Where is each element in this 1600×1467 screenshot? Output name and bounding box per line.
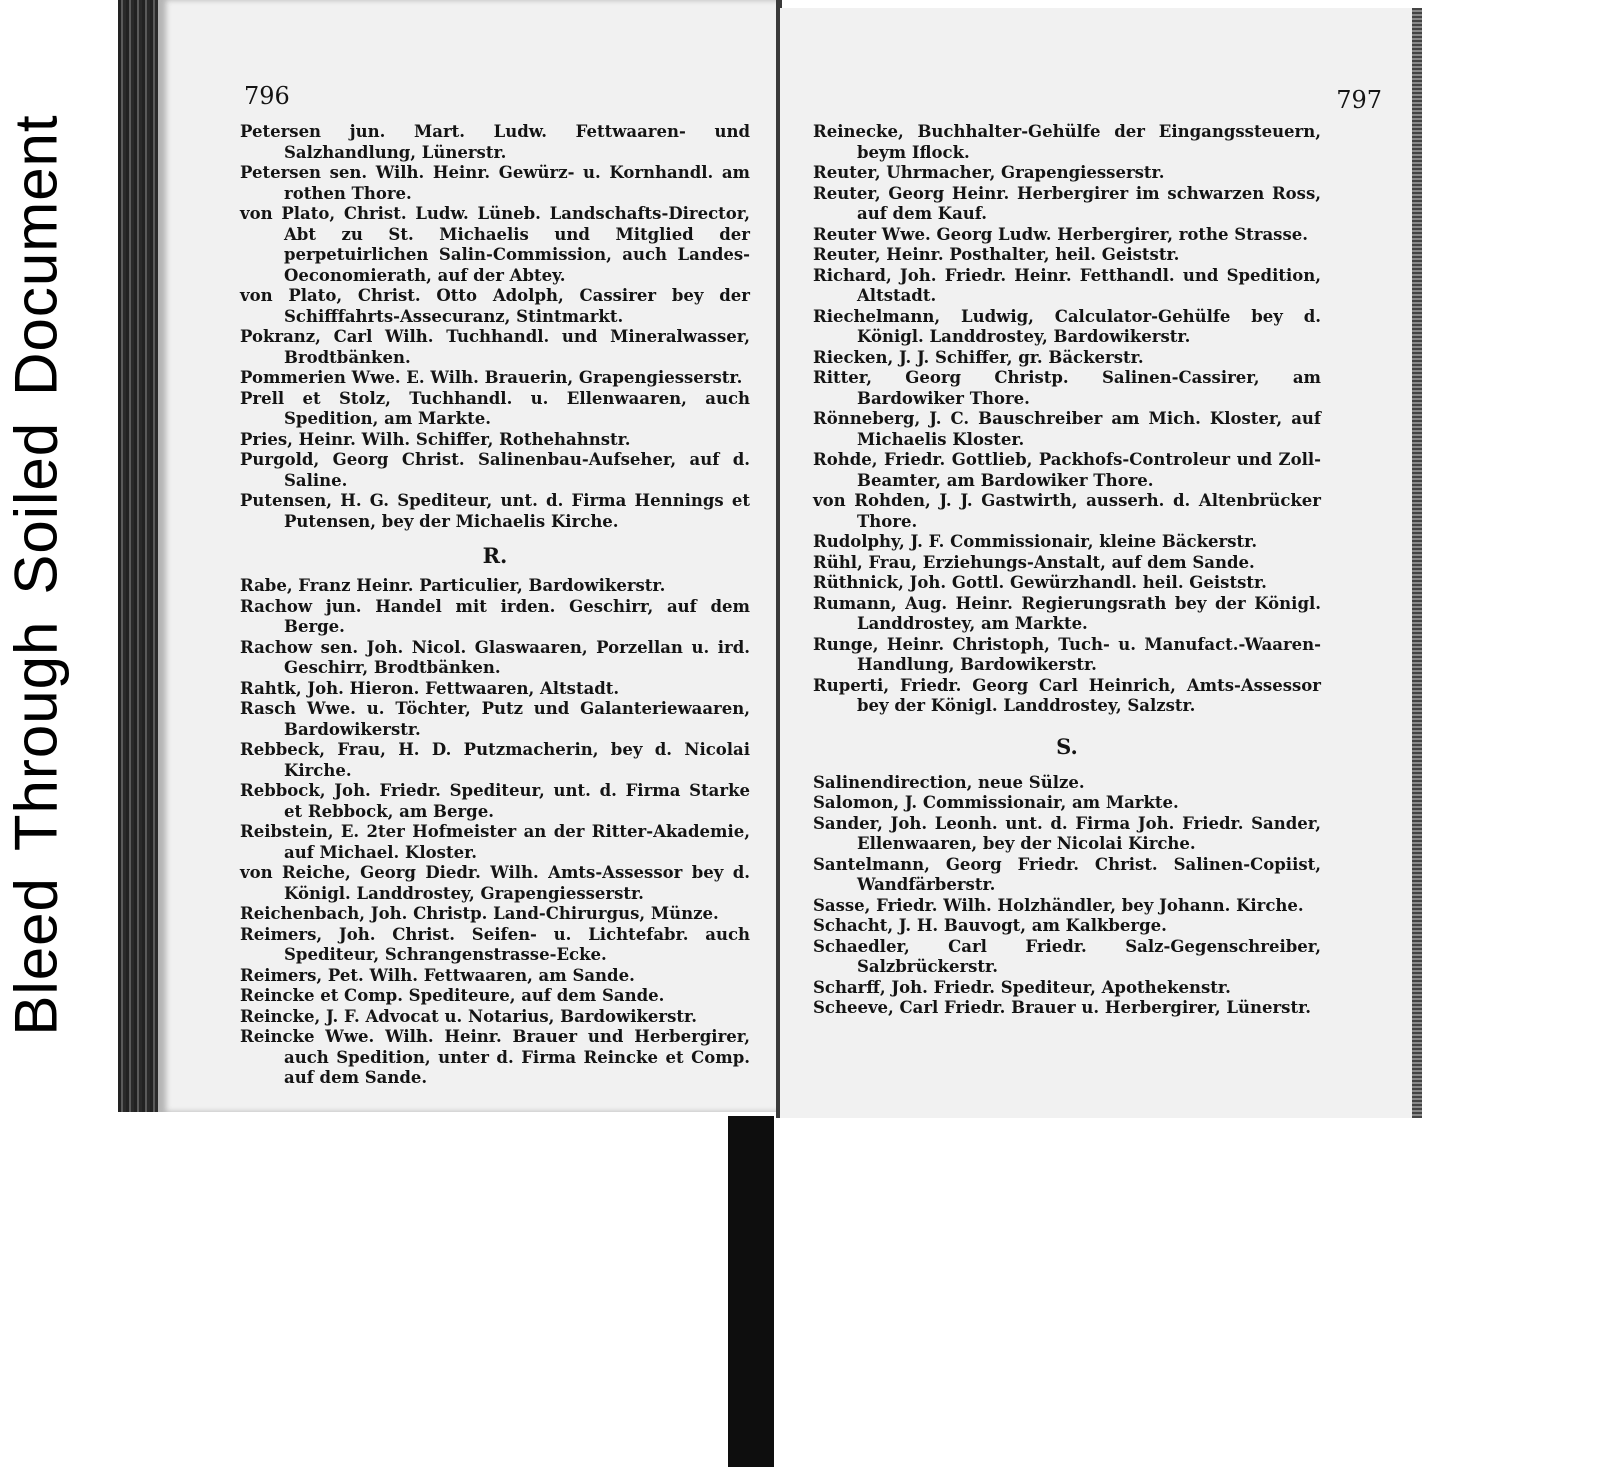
directory-entry: Scheeve, Carl Friedr. Brauer u. Herbergirer, Lünerstr. xyxy=(813,998,1311,1017)
entry-list xyxy=(240,122,750,1089)
page-number: 796 xyxy=(244,82,290,110)
directory-entry: Pommerien Wwe. E. Wilh. Brauerin, Grapengiesserstr. xyxy=(240,368,743,387)
left-page xyxy=(118,0,776,1112)
directory-entry: Rasch Wwe. u. Töchter, Putz und Galanteriewaaren, Bardowikerstr. xyxy=(240,699,750,739)
directory-entry: Rebbock, Joh. Friedr. Spediteur, unt. d. Firma Starke et Rebbock, am Berge. xyxy=(240,781,750,821)
directory-entry: von Plato, Christ. Otto Adolph, Cassirer bey der Schifffahrts-Assecuranz, Stintmarkt. xyxy=(240,286,750,326)
directory-entry: Rönneberg, J. C. Bauschreiber am Mich. Kloster, auf Michaelis Kloster. xyxy=(813,409,1321,449)
directory-entry: Sander, Joh. Leonh. unt. d. Firma Joh. Friedr. Sander, Ellenwaaren, bey der Nicolai Kirche. xyxy=(813,813,1321,853)
directory-entry: Rachow jun. Handel mit irden. Geschirr, auf dem Berge. xyxy=(240,596,750,636)
stamp-text xyxy=(2,114,71,1035)
directory-entry: Putensen, H. G. Spediteur, unt. d. Firma Hennings et Putensen, bey der Michaelis Kirche. xyxy=(240,491,750,531)
directory-entry: Reincke et Comp. Spediteure, auf dem Sande. xyxy=(240,986,665,1005)
directory-entry: Schaedler, Carl Friedr. Salz-Gegenschreiber, Salzbrückerstr. xyxy=(813,936,1321,976)
directory-entry: Prell et Stolz, Tuchhandl. u. Ellenwaaren, auch Spedition, am Markte. xyxy=(240,388,750,428)
directory-entry: Riecken, J. J. Schiffer, gr. Bäckerstr. xyxy=(813,347,1144,367)
directory-entry: Santelmann, Georg Friedr. Christ. Salinen-Copiist, Wandfärberstr. xyxy=(813,854,1321,894)
directory-entry: von Plato, Christ. Ludw. Lüneb. Landschafts-Director, Abt zu St. Michaelis und Mitglied der perpetuirlichen Salin-Commission, auch Landes-Oeconomierath, auf der Abtey. xyxy=(240,204,750,285)
directory-entry: Reichenbach, Joh. Christp. Land-Chirurgus, Münze. xyxy=(240,904,719,923)
directory-entry: Reuter, Georg Heinr. Herbergirer im schwarzen Ross, auf dem Kauf. xyxy=(813,183,1321,223)
directory-entry: Reuter Wwe. Georg Ludw. Herbergirer, rothe Strasse. xyxy=(813,224,1309,244)
directory-entry: Reincke Wwe. Wilh. Heinr. Brauer und Herbergirer, auch Spedition, unter d. Firma Reincke et Comp. auf dem Sande. xyxy=(240,1027,750,1087)
directory-entry: Rachow sen. Joh. Nicol. Glaswaaren, Porzellan u. ird. Geschirr, Brodtbänken. xyxy=(240,637,750,677)
directory-entry: Rohde, Friedr. Gottlieb, Packhofs-Controleur und Zoll-Beamter, am Bardowiker Thore. xyxy=(813,450,1321,490)
directory-entry: Richard, Joh. Friedr. Heinr. Fetthandl. und Spedition, Altstadt. xyxy=(813,265,1321,305)
directory-entry: Reimers, Pet. Wilh. Fettwaaren, am Sande. xyxy=(240,965,635,985)
directory-entry: Petersen jun. Mart. Ludw. Fettwaaren- und Salzhandlung, Lünerstr. xyxy=(240,122,750,162)
directory-entry: Ritter, Georg Christp. Salinen-Cassirer, am Bardowiker Thore. xyxy=(813,368,1321,408)
directory-entry: Rüthnick, Joh. Gottl. Gewürzhandl. heil. Geiststr. xyxy=(813,573,1267,592)
directory-entry: Rühl, Frau, Erziehungs-Anstalt, auf dem Sande. xyxy=(813,552,1255,572)
directory-entry: Reibstein, E. 2ter Hofmeister an der Ritter-Akademie, auf Michael. Kloster. xyxy=(240,822,750,862)
directory-entry: Rebbeck, Frau, H. D. Putzmacherin, bey d. Nicolai Kirche. xyxy=(240,740,750,780)
stamp-word: Soiled xyxy=(2,421,70,595)
directory-entry: Pries, Heinr. Wilh. Schiffer, Rothehahnstr. xyxy=(240,429,631,449)
directory-entry: Reuter, Heinr. Posthalter, heil. Geiststr. xyxy=(813,245,1180,264)
stamp-word: Bleed xyxy=(2,877,70,1036)
page-number: 797 xyxy=(1336,86,1382,114)
directory-entry: Reincke, J. F. Advocat u. Notarius, Bardowikerstr. xyxy=(240,1006,697,1026)
directory-entry: von Rohden, J. J. Gastwirth, ausserh. d. Altenbrücker Thore. xyxy=(813,491,1321,531)
directory-entry: Ruperti, Friedr. Georg Carl Heinrich, Amts-Assessor bey der Königl. Landdrostey, Salzstr. xyxy=(813,675,1321,715)
directory-entry: Reinecke, Buchhalter-Gehülfe der Eingangssteuern, beym Iflock. xyxy=(813,122,1321,162)
directory-entry: Riechelmann, Ludwig, Calculator-Gehülfe bey d. Königl. Landdrostey, Bardowikerstr. xyxy=(813,306,1321,346)
entry-list xyxy=(813,122,1321,1019)
directory-entry: Pokranz, Carl Wilh. Tuchhandl. und Mineralwasser, Brodtbänken. xyxy=(240,327,750,367)
right-page xyxy=(780,8,1422,1118)
directory-entry: Runge, Heinr. Christoph, Tuch- u. Manufact.-Waaren-Handlung, Bardowikerstr. xyxy=(813,634,1321,674)
directory-entry: Reuter, Uhrmacher, Grapengiesserstr. xyxy=(813,163,1165,182)
directory-entry: Purgold, Georg Christ. Salinenbau-Aufseher, auf d. Saline. xyxy=(240,450,750,490)
directory-entry: Reimers, Joh. Christ. Seifen- u. Lichtefabr. auch Spediteur, Schrangenstrasse-Ecke. xyxy=(240,924,750,964)
directory-entry: Rabe, Franz Heinr. Particulier, Bardowikerstr. xyxy=(240,576,666,595)
stamp-label xyxy=(0,40,72,1070)
section-letter: R. xyxy=(482,543,508,568)
directory-entry: Sasse, Friedr. Wilh. Holzhändler, bey Johann. Kirche. xyxy=(813,895,1304,915)
directory-entry: von Reiche, Georg Diedr. Wilh. Amts-Assessor bey d. Königl. Landdrostey, Grapengiesserstr. xyxy=(240,863,750,903)
directory-entry: Rudolphy, J. F. Commissionair, kleine Bäckerstr. xyxy=(813,532,1258,551)
directory-entry: Rahtk, Joh. Hieron. Fettwaaren, Altstadt. xyxy=(240,678,620,698)
stamp-word: Through xyxy=(2,620,70,852)
directory-entry: Scharff, Joh. Friedr. Spediteur, Apothekenstr. xyxy=(813,977,1231,997)
stamp-word: Document xyxy=(2,114,70,396)
directory-entry: Petersen sen. Wilh. Heinr. Gewürz- u. Kornhandl. am rothen Thore. xyxy=(240,163,750,203)
section-letter: S. xyxy=(1056,733,1078,759)
directory-entry: Salomon, J. Commissionair, am Markte. xyxy=(813,793,1179,812)
directory-entry: Schacht, J. H. Bauvogt, am Kalkberge. xyxy=(813,916,1167,935)
book-spine xyxy=(728,1116,774,1467)
directory-entry: Salinendirection, neue Sülze. xyxy=(813,772,1085,792)
directory-entry: Rumann, Aug. Heinr. Regierungsrath bey der Königl. Landdrostey, am Markte. xyxy=(813,593,1321,633)
